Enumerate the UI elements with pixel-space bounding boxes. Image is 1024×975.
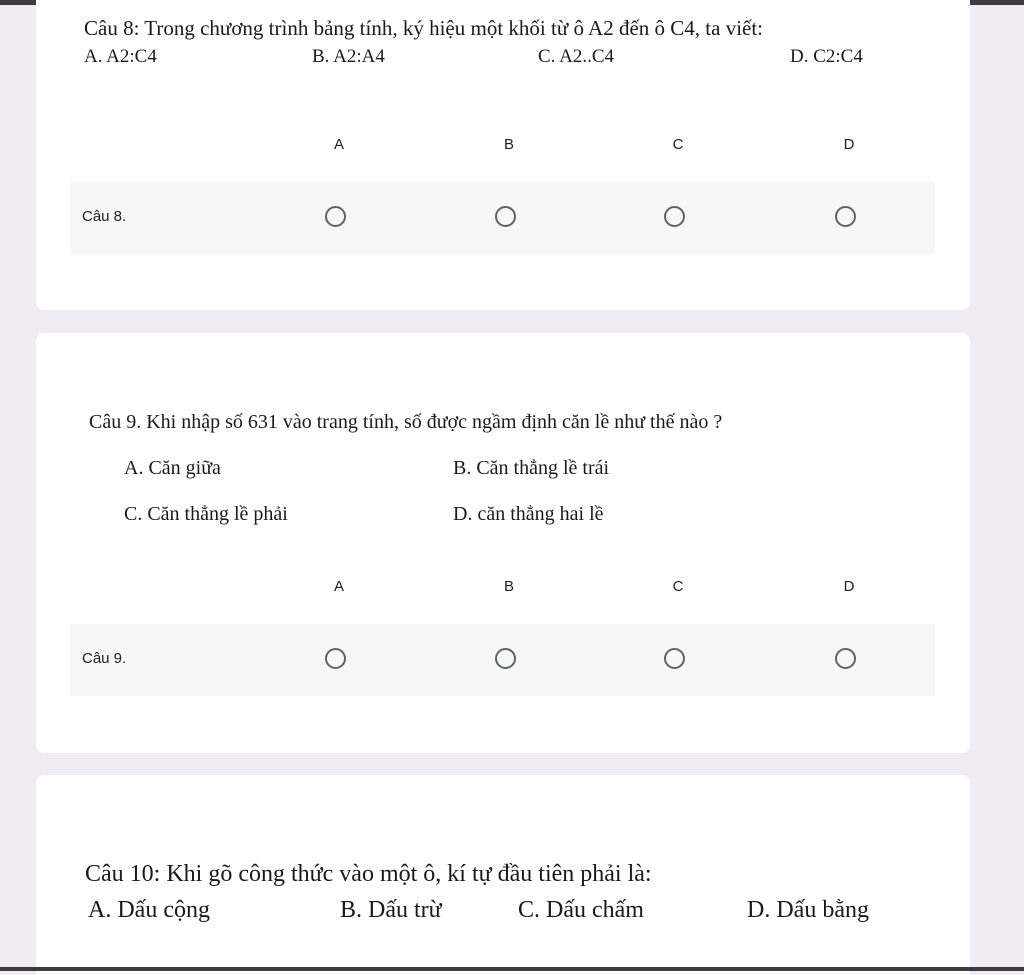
question-9-text: Câu 9. Khi nhập số 631 vào trang tính, số được ngầm định căn lề như thế nào ? [89,411,723,433]
grid-row-q8 [70,182,935,254]
grid-row-q9 [70,624,935,696]
question-8-text: Câu 8: Trong chương trình bảng tính, ký hiệu một khối từ ô A2 đến ô C4, ta viết: [84,16,764,40]
radio-q9-c[interactable] [664,648,685,669]
question-9-option-b: B. Căn thẳng lề trái [453,457,610,479]
radio-q9-a[interactable] [325,648,346,669]
window-bottom-bar [0,967,1024,971]
column-header-b: B [503,136,514,153]
column-header-d: D [843,136,855,153]
column-header-d: D [843,578,855,595]
row-label-q9: Câu 9. [82,650,127,667]
row-label-q8: Câu 8. [82,208,127,225]
question-9-option-a: A. Căn giữa [124,457,221,479]
question-card-9 [36,333,970,753]
column-header-a: A [333,136,344,153]
question-8-option-d: D. C2:C4 [790,46,863,67]
question-8-option-a: A. A2:C4 [84,46,157,67]
radio-q8-b[interactable] [495,206,516,227]
column-header-b: B [503,578,514,595]
column-header-c: C [672,578,684,595]
question-10-text: Câu 10: Khi gõ công thức vào một ô, kí tự đầu tiên phải là: [85,861,652,887]
question-8-option-b: B. A2:A4 [312,46,385,67]
column-header-c: C [672,136,684,153]
question-10-option-a: A. Dấu cộng [88,897,210,923]
question-10-option-d: D. Dấu bằng [747,897,869,923]
question-10-option-c: C. Dấu chấm [518,897,644,923]
question-8-option-c: C. A2..C4 [538,46,615,67]
question-card-8 [36,0,970,310]
radio-q8-a[interactable] [325,206,346,227]
radio-q9-d[interactable] [835,648,856,669]
radio-q8-c[interactable] [664,206,685,227]
question-9-option-d: D. căn thẳng hai lề [453,503,604,525]
radio-q8-d[interactable] [835,206,856,227]
question-card-10 [36,775,970,975]
question-9-option-c: C. Căn thẳng lề phải [124,503,288,525]
radio-q9-b[interactable] [495,648,516,669]
column-header-a: A [333,578,344,595]
question-10-option-b: B. Dấu trừ [340,897,442,923]
